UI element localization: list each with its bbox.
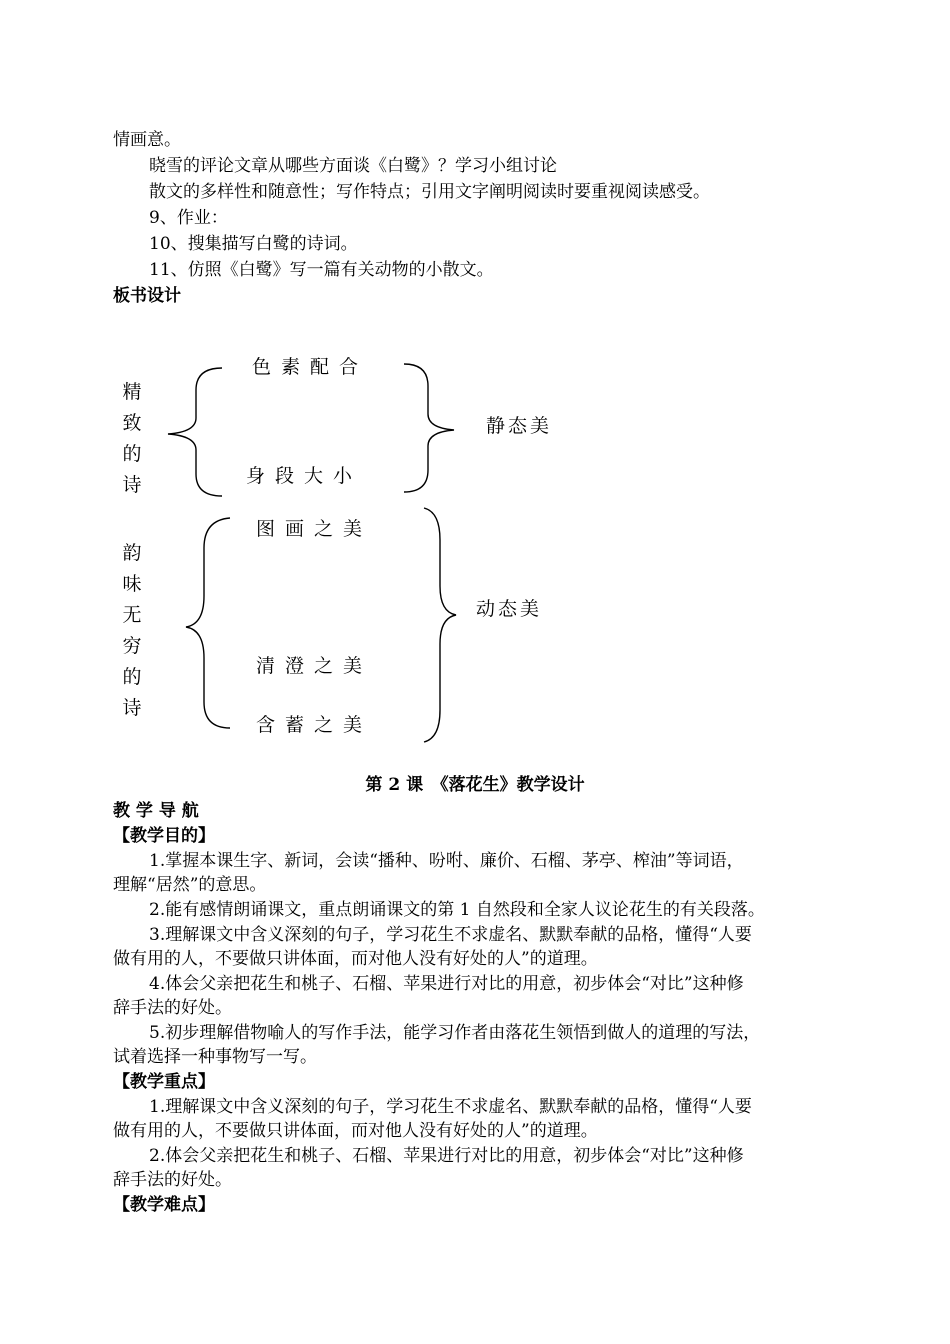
diagram-item: 色素配合 <box>252 356 369 378</box>
lower-right-brace <box>424 508 456 742</box>
board-design-heading: 板书设计 <box>113 286 181 306</box>
goal-line: 5.初步理解借物喻人的写作手法，能学习作者由落花生领悟到做人的道理的写法， <box>149 1023 761 1043</box>
key-line: 1.理解课文中含义深刻的句子，学习花生不求虚名、默默奉献的品格，懂得“人要 <box>149 1097 752 1117</box>
text-line: 9、作业： <box>149 208 228 228</box>
text-line: 11、仿照《白鹭》写一篇有关动物的小散文。 <box>149 260 494 280</box>
goal-line: 4.体会父亲把花生和桃子、石榴、苹果进行对比的用意，初步体会“对比”这种修 <box>149 974 744 994</box>
diagram-item: 含蓄之美 <box>256 714 373 736</box>
goal-line: 1.掌握本课生字、新词，会读“播种、吩咐、廉价、石榴、茅亭、榨油”等词语， <box>149 851 744 871</box>
upper-left-brace <box>168 368 222 496</box>
goal-line: 做有用的人，不要做只讲体面，而对他人没有好处的人”的道理。 <box>113 949 598 969</box>
lower-left-brace <box>186 518 230 728</box>
key-heading: 【教学重点】 <box>113 1072 215 1092</box>
diagram-lower-label: 动态美 <box>476 598 543 620</box>
goal-line: 辞手法的好处。 <box>113 998 232 1018</box>
diagram-left-label-top: 精致的诗 <box>122 381 142 496</box>
diagram-item: 身段大小 <box>246 465 363 487</box>
text-line: 晓雪的评论文章从哪些方面谈《白鹭》？学习小组讨论 <box>149 156 557 176</box>
diagram-item: 清澄之美 <box>256 655 373 677</box>
difficulty-heading: 【教学难点】 <box>113 1195 215 1215</box>
diagram-item: 图画之美 <box>256 518 373 540</box>
key-line: 辞手法的好处。 <box>113 1170 232 1190</box>
text-line: 10、搜集描写白鹭的诗词。 <box>149 234 358 254</box>
diagram-left-label-bottom: 韵味无穷的诗 <box>122 542 142 719</box>
lesson-title: 第 2 课 《落花生》教学设计 <box>365 775 585 795</box>
goals-heading: 【教学目的】 <box>113 826 215 846</box>
diagram-upper-label: 静态美 <box>486 415 553 437</box>
text-line: 散文的多样性和随意性；写作特点；引用文字阐明阅读时要重视阅读感受。 <box>149 182 710 202</box>
nav-heading: 教 学 导 航 <box>113 801 199 821</box>
goal-line: 试着选择一种事物写一写。 <box>113 1047 317 1067</box>
goal-line: 2.能有感情朗诵课文，重点朗诵课文的第 1 自然段和全家人议论花生的有关段落。 <box>149 900 765 920</box>
goal-line: 理解“居然”的意思。 <box>113 875 267 895</box>
goal-line: 3.理解课文中含义深刻的句子，学习花生不求虚名、默默奉献的品格，懂得“人要 <box>149 925 752 945</box>
key-line: 2.体会父亲把花生和桃子、石榴、苹果进行对比的用意，初步体会“对比”这种修 <box>149 1146 744 1166</box>
key-line: 做有用的人，不要做只讲体面，而对他人没有好处的人”的道理。 <box>113 1121 598 1141</box>
text-line: 情画意。 <box>113 130 181 150</box>
upper-right-brace <box>404 364 454 492</box>
